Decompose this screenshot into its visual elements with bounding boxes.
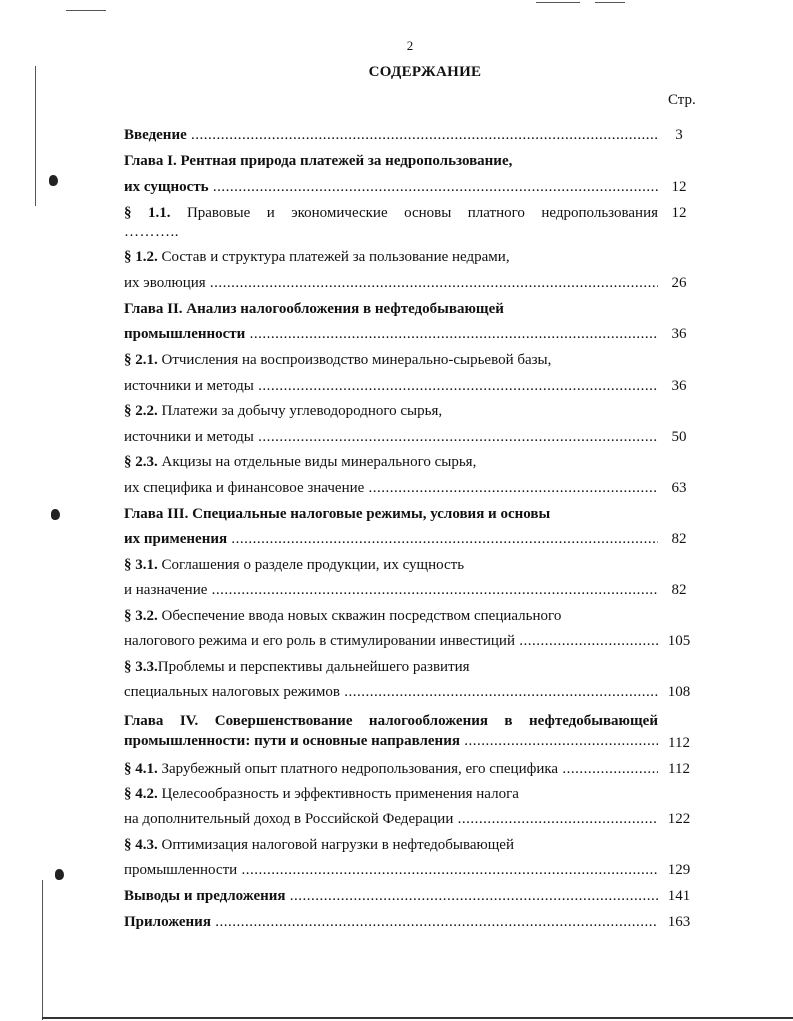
- toc-entry-ch3[interactable]: [124, 529, 658, 549]
- toc-entry-page: 163: [667, 914, 691, 930]
- toc-entry-label: специальных налоговых режимов: [124, 684, 340, 700]
- toc-entry-3-3-cont[interactable]: [124, 682, 658, 702]
- toc-entry-2-3[interactable]: [124, 452, 658, 472]
- section-number: § 4.3.: [124, 837, 158, 853]
- section-number: § 2.2.: [124, 403, 158, 419]
- toc-entry-label: Платежи за добычу углеводородного сырья,: [161, 403, 443, 419]
- toc-entry-page: 141: [667, 888, 691, 904]
- toc-entry-page: 63: [671, 480, 687, 496]
- toc-entry-appendices[interactable]: [124, 912, 658, 932]
- toc-entry-ch4[interactable]: [124, 731, 658, 751]
- toc-entry-ch1[interactable]: [124, 177, 658, 197]
- section-number: § 1.1.: [124, 205, 171, 221]
- toc-entry-label: Правовые и экономические основы платного недропользования: [186, 205, 658, 221]
- toc-entry-1-2[interactable]: [124, 247, 658, 267]
- toc-entry-3-3[interactable]: [124, 657, 658, 677]
- toc-entry-3-2-cont[interactable]: [124, 631, 658, 651]
- toc-entry-2-2[interactable]: [124, 401, 658, 421]
- section-number: § 3.2.: [124, 608, 158, 624]
- toc-entry-page: 82: [671, 531, 687, 547]
- toc-entry-label: Зарубежный опыт платного недропользования, его специфика: [161, 761, 559, 777]
- toc-entry-2-1-cont[interactable]: [124, 376, 658, 396]
- toc-entry-3-1[interactable]: [124, 555, 658, 575]
- section-number: § 4.2.: [124, 786, 158, 802]
- section-number: § 3.3.: [124, 659, 158, 675]
- toc-entry-label: промышленности: [124, 326, 246, 342]
- section-number: § 3.1.: [124, 557, 158, 573]
- toc-entry-page: 122: [667, 811, 691, 827]
- toc-entry-label: Акцизы на отдельные виды минерального сырья,: [161, 454, 477, 470]
- toc-entry-1-1[interactable]: [124, 203, 658, 223]
- toc-entry-page: 12: [671, 179, 687, 195]
- toc-entry-page: 26: [671, 275, 687, 291]
- toc-entry-3-1-cont[interactable]: [124, 580, 658, 600]
- toc-entry-label: источники и методы: [124, 378, 254, 394]
- section-number: § 1.2.: [124, 249, 158, 265]
- toc-entry-label: и назначение: [124, 582, 208, 598]
- toc-entry-ch2[interactable]: [124, 324, 658, 344]
- toc-entry-page: 82: [671, 582, 687, 598]
- toc-entry-page: 12: [671, 205, 687, 221]
- toc-entry-label: Приложения: [124, 914, 211, 930]
- toc-entry-label: источники и методы: [124, 429, 254, 445]
- toc-entry-label: Состав и структура платежей за пользование недрами,: [161, 249, 510, 265]
- toc-entry-page: 36: [671, 378, 687, 394]
- toc-entry-label: их применения: [124, 531, 228, 547]
- toc-entry-continuation: ………..: [124, 224, 179, 240]
- chapter-heading-2[interactable]: Глава II. Анализ налогообложения в нефтедобывающей: [124, 301, 504, 317]
- toc-entry-label: Отчисления на воспроизводство минерально-сырьевой базы,: [161, 352, 552, 368]
- page-column-header: Стр.: [668, 92, 696, 108]
- section-number: § 2.3.: [124, 454, 158, 470]
- toc-entry-label: Целесообразность и эффективность применения налога: [161, 786, 519, 802]
- section-number: § 4.1.: [124, 761, 158, 777]
- toc-entry-page: 105: [667, 633, 691, 649]
- toc-entry-conclusions[interactable]: [124, 886, 658, 906]
- toc-entry-label: их сущность: [124, 179, 209, 195]
- toc-entry-3-2[interactable]: [124, 606, 658, 626]
- toc-entry-page: 129: [667, 862, 691, 878]
- toc-entry-4-3-cont[interactable]: [124, 860, 658, 880]
- toc-entry-2-2-cont[interactable]: [124, 427, 658, 447]
- page-number: 2: [406, 38, 414, 53]
- toc-entry-page: 3: [675, 127, 683, 143]
- section-number: § 2.1.: [124, 352, 158, 368]
- toc-entry-label: Соглашения о разделе продукции, их сущность: [161, 557, 465, 573]
- toc-entry-4-1[interactable]: [124, 759, 658, 779]
- toc-entry-label: Оптимизация налоговой нагрузки в нефтедобывающей: [161, 837, 514, 853]
- toc-entry-label: их специфика и финансовое значение: [124, 480, 365, 496]
- toc-entry-2-1[interactable]: [124, 350, 658, 370]
- chapter-heading-1[interactable]: Глава I. Рентная природа платежей за недропользование,: [124, 153, 513, 169]
- toc-entry-label: их эволюция: [124, 275, 206, 291]
- toc-entry-label: на дополнительный доход в Российской Федерации: [124, 811, 454, 827]
- toc-entry-label: Выводы и предложения: [124, 888, 286, 904]
- toc-entry-page: 108: [667, 684, 691, 700]
- toc-entry-intro[interactable]: [124, 125, 658, 145]
- toc-entry-4-2-cont[interactable]: [124, 809, 658, 829]
- chapter-heading-4[interactable]: Глава IV. Совершенствование налогообложения в нефтедобывающей: [124, 713, 658, 729]
- toc-entry-label: Проблемы и перспективы дальнейшего развития: [157, 659, 470, 675]
- toc-entry-2-3-cont[interactable]: [124, 478, 658, 498]
- toc-entry-label: налогового режима и его роль в стимулировании инвестиций: [124, 633, 515, 649]
- page-title: СОДЕРЖАНИЕ: [368, 64, 482, 80]
- toc-entry-page: 112: [668, 735, 690, 751]
- toc-entry-label: промышленности: пути и основные направления: [124, 733, 460, 749]
- toc-entry-1-2-cont[interactable]: [124, 273, 658, 293]
- toc-entry-label: промышленности: [124, 862, 238, 878]
- toc-entry-label: Введение: [124, 127, 187, 143]
- toc-entry-label: Обеспечение ввода новых скважин посредством специального: [161, 608, 562, 624]
- toc-entry-page: 112: [668, 761, 690, 777]
- toc-entry-4-3[interactable]: [124, 835, 658, 855]
- toc-entry-4-2[interactable]: [124, 784, 658, 804]
- chapter-heading-3[interactable]: Глава III. Специальные налоговые режимы, условия и основы: [124, 506, 551, 522]
- toc-entry-page: 36: [671, 326, 687, 342]
- toc-entry-page: 50: [671, 429, 687, 445]
